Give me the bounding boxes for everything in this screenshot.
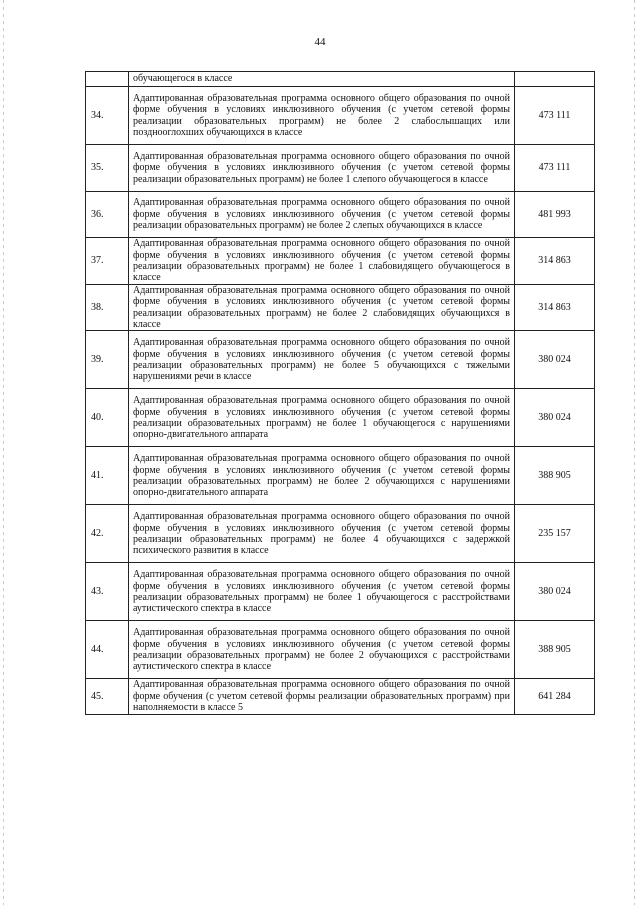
row-value: 473 111 xyxy=(515,87,595,145)
table-row xyxy=(86,679,595,714)
row-value: 641 284 xyxy=(515,679,595,714)
row-description: Адаптированная образовательная программа основного общего образования по очной форме обучения в условиях инклюзивного обучения (с учетом сетевой формы реализации образовательных программ) не более 2 слабослышащих или позднооглохших обучающихся в классе xyxy=(129,87,515,145)
row-description: Адаптированная образовательная программа основного общего образования по очной форме обучения в условиях инклюзивного обучения (с учетом сетевой формы реализации образовательных программ) не более 5 обучающихся с тяжелыми нарушениями речи в классе xyxy=(129,331,515,389)
row-description: Адаптированная образовательная программа основного общего образования по очной форме обучения (с учетом сетевой формы реализации образовательных программ) при наполняемости в классе 5 xyxy=(129,679,515,714)
row-description: Адаптированная образовательная программа основного общего образования по очной форме обучения в условиях инклюзивного обучения (с учетом сетевой формы реализации образовательных программ) не более 4 обучающихся с задержкой психического развития в классе xyxy=(129,505,515,563)
row-number xyxy=(86,72,129,87)
row-description: Адаптированная образовательная программа основного общего образования по очной форме обучения в условиях инклюзивного обучения (с учетом сетевой формы реализации образовательных программ) не более 1 слепого обучающегося в классе xyxy=(129,145,515,192)
row-number: 37. xyxy=(86,238,129,285)
row-number: 38. xyxy=(86,284,129,331)
row-number: 36. xyxy=(86,191,129,238)
row-description: Адаптированная образовательная программа основного общего образования по очной форме обучения в условиях инклюзивного обучения (с учетом сетевой формы реализации образовательных программ) не более 1 слабовидящего обучающегося в классе xyxy=(129,238,515,285)
row-value: 380 024 xyxy=(515,563,595,621)
row-number: 35. xyxy=(86,145,129,192)
table-row xyxy=(86,389,595,447)
program-cost-table xyxy=(85,71,595,715)
scan-edge-right xyxy=(634,0,635,905)
table-row xyxy=(86,505,595,563)
table-body xyxy=(86,72,595,715)
row-value: 481 993 xyxy=(515,191,595,238)
row-value xyxy=(515,72,595,87)
row-number: 40. xyxy=(86,389,129,447)
row-number: 41. xyxy=(86,447,129,505)
page-number: 44 xyxy=(314,36,326,48)
row-description: Адаптированная образовательная программа основного общего образования по очной форме обучения в условиях инклюзивного обучения (с учетом сетевой формы реализации образовательных программ) не более 1 обучающегося с расстройствами аутистического спектра в классе xyxy=(129,563,515,621)
row-description: Адаптированная образовательная программа основного общего образования по очной форме обучения в условиях инклюзивного обучения (с учетом сетевой формы реализации образовательных программ) не более 2 обучающихся с нарушениями опорно-двигательного аппарата xyxy=(129,447,515,505)
row-number: 34. xyxy=(86,87,129,145)
row-value: 380 024 xyxy=(515,331,595,389)
table-row xyxy=(86,447,595,505)
row-number: 39. xyxy=(86,331,129,389)
row-value: 388 905 xyxy=(515,447,595,505)
table-row xyxy=(86,563,595,621)
row-number: 44. xyxy=(86,621,129,679)
row-value: 314 863 xyxy=(515,238,595,285)
row-description: обучающегося в классе xyxy=(129,72,515,87)
table-row xyxy=(86,191,595,238)
table-row xyxy=(86,284,595,331)
scan-edge-left xyxy=(3,0,4,905)
row-value: 388 905 xyxy=(515,621,595,679)
row-description: Адаптированная образовательная программа основного общего образования по очной форме обучения в условиях инклюзивного обучения (с учетом сетевой формы реализации образовательных программ) не более 2 слабовидящих обучающихся в классе xyxy=(129,284,515,331)
row-value: 235 157 xyxy=(515,505,595,563)
table-row-continuation xyxy=(86,72,595,87)
row-number: 43. xyxy=(86,563,129,621)
row-description: Адаптированная образовательная программа основного общего образования по очной форме обучения в условиях инклюзивного обучения (с учетом сетевой формы реализации образовательных программ) не более 2 обучающихся с расстройствами аутистического спектра в классе xyxy=(129,621,515,679)
row-value: 473 111 xyxy=(515,145,595,192)
table-row xyxy=(86,331,595,389)
table-row xyxy=(86,238,595,285)
row-value: 380 024 xyxy=(515,389,595,447)
table-row xyxy=(86,87,595,145)
row-number: 45. xyxy=(86,679,129,714)
row-value: 314 863 xyxy=(515,284,595,331)
table-row xyxy=(86,621,595,679)
row-description: Адаптированная образовательная программа основного общего образования по очной форме обучения в условиях инклюзивного обучения (с учетом сетевой формы реализации образовательных программ) не более 1 обучающегося с нарушениями опорно-двигательного аппарата xyxy=(129,389,515,447)
table-row xyxy=(86,145,595,192)
row-description: Адаптированная образовательная программа основного общего образования по очной форме обучения в условиях инклюзивного обучения (с учетом сетевой формы реализации образовательных программ) не более 2 слепых обучающихся в классе xyxy=(129,191,515,238)
row-number: 42. xyxy=(86,505,129,563)
